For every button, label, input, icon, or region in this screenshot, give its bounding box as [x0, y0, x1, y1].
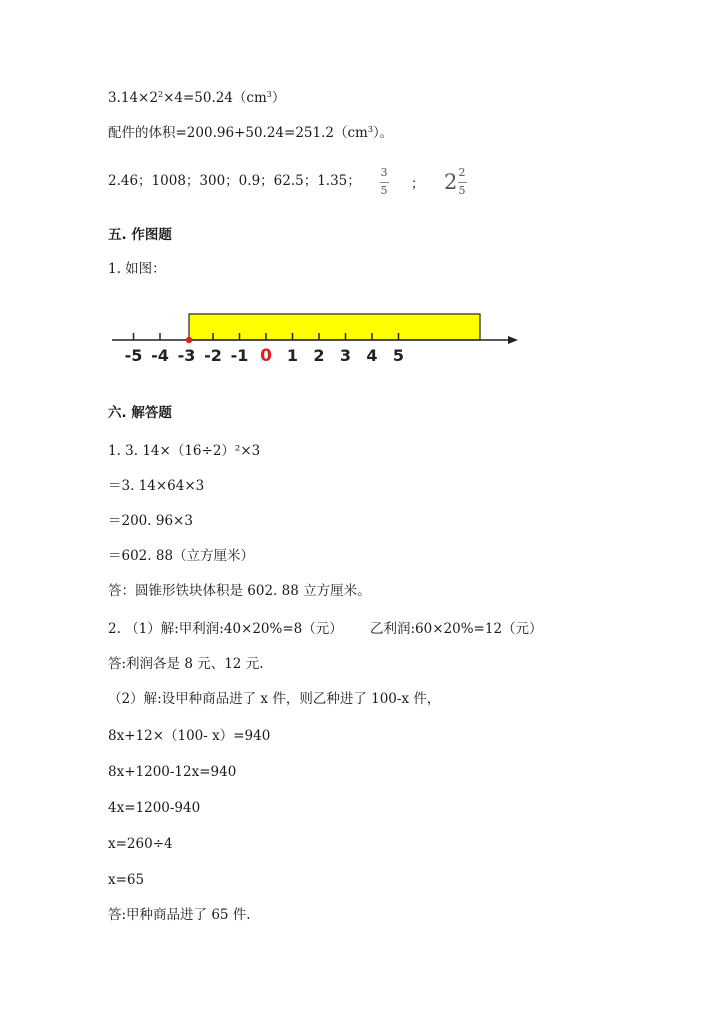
tick-label: 4	[366, 346, 378, 365]
q2-part1-a: 2. （1）解:甲利润:40×20%=8（元）	[108, 621, 343, 637]
q2-part1-b: 乙利润:60×20%=12（元）	[370, 621, 543, 637]
q2-eq-1: 8x+12×（100- x）=940	[108, 728, 271, 744]
q1-line-1: 1. 3. 14×（16÷2）²×3	[108, 443, 261, 459]
formula-line-1: $3.14\times 2^2\times 4=50.24(cm^3)$	[108, 90, 286, 106]
tick-label: -2	[204, 346, 222, 365]
q1-line-3: ＝200. 96×3	[108, 513, 193, 529]
section-six-title: 六. 解答题	[108, 405, 172, 421]
q2-eq-5: x=65	[108, 872, 145, 888]
q1-answer: 答：圆锥形铁块体积是 602. 88 立方厘米。	[108, 583, 371, 599]
q2-eq-4: x=260÷4	[108, 836, 173, 852]
axis-arrow	[508, 336, 518, 344]
q2-answer-2: 答:甲种商品进了 65 件.	[108, 907, 251, 923]
highlight-region	[189, 314, 480, 340]
start-point	[186, 337, 192, 343]
label-group	[125, 346, 404, 366]
q2-part2-setup: （2）解:设甲种商品进了 x 件，则乙种进了 100-x 件，	[108, 691, 441, 707]
tick-label: -3	[177, 346, 196, 365]
tick-label: -1	[230, 346, 249, 365]
tick-label: -4	[151, 346, 169, 365]
formula-line-2: 配件的体积$=200.96+50.24=251.2(cm^3)$。	[108, 125, 394, 141]
answers-line: 2.46；1008；300；0.9；62.5；1.35；	[108, 173, 361, 189]
tick-label: -5	[124, 346, 143, 365]
tick-label: 3	[339, 346, 352, 365]
tick-label: 1	[286, 346, 299, 365]
tick-label: 0	[260, 346, 272, 366]
tick-label: 5	[392, 346, 405, 365]
q2-eq-3: 4x=1200-940	[108, 800, 201, 816]
question-1-label: 1. 如图：	[108, 261, 166, 277]
q1-line-2: ＝3. 14×64×3	[108, 478, 205, 494]
q2-answer-1: 答:利润各是 8 元、12 元.	[108, 656, 264, 672]
q1-line-4: ＝602. 88（立方厘米）	[108, 548, 255, 564]
separator: ；	[411, 176, 425, 192]
tick-label: 2	[313, 346, 325, 365]
number-line-figure	[0, 310, 720, 370]
section-five-title: 五. 作图题	[108, 227, 172, 243]
q2-eq-2: 8x+1200-12x=940	[108, 764, 237, 780]
